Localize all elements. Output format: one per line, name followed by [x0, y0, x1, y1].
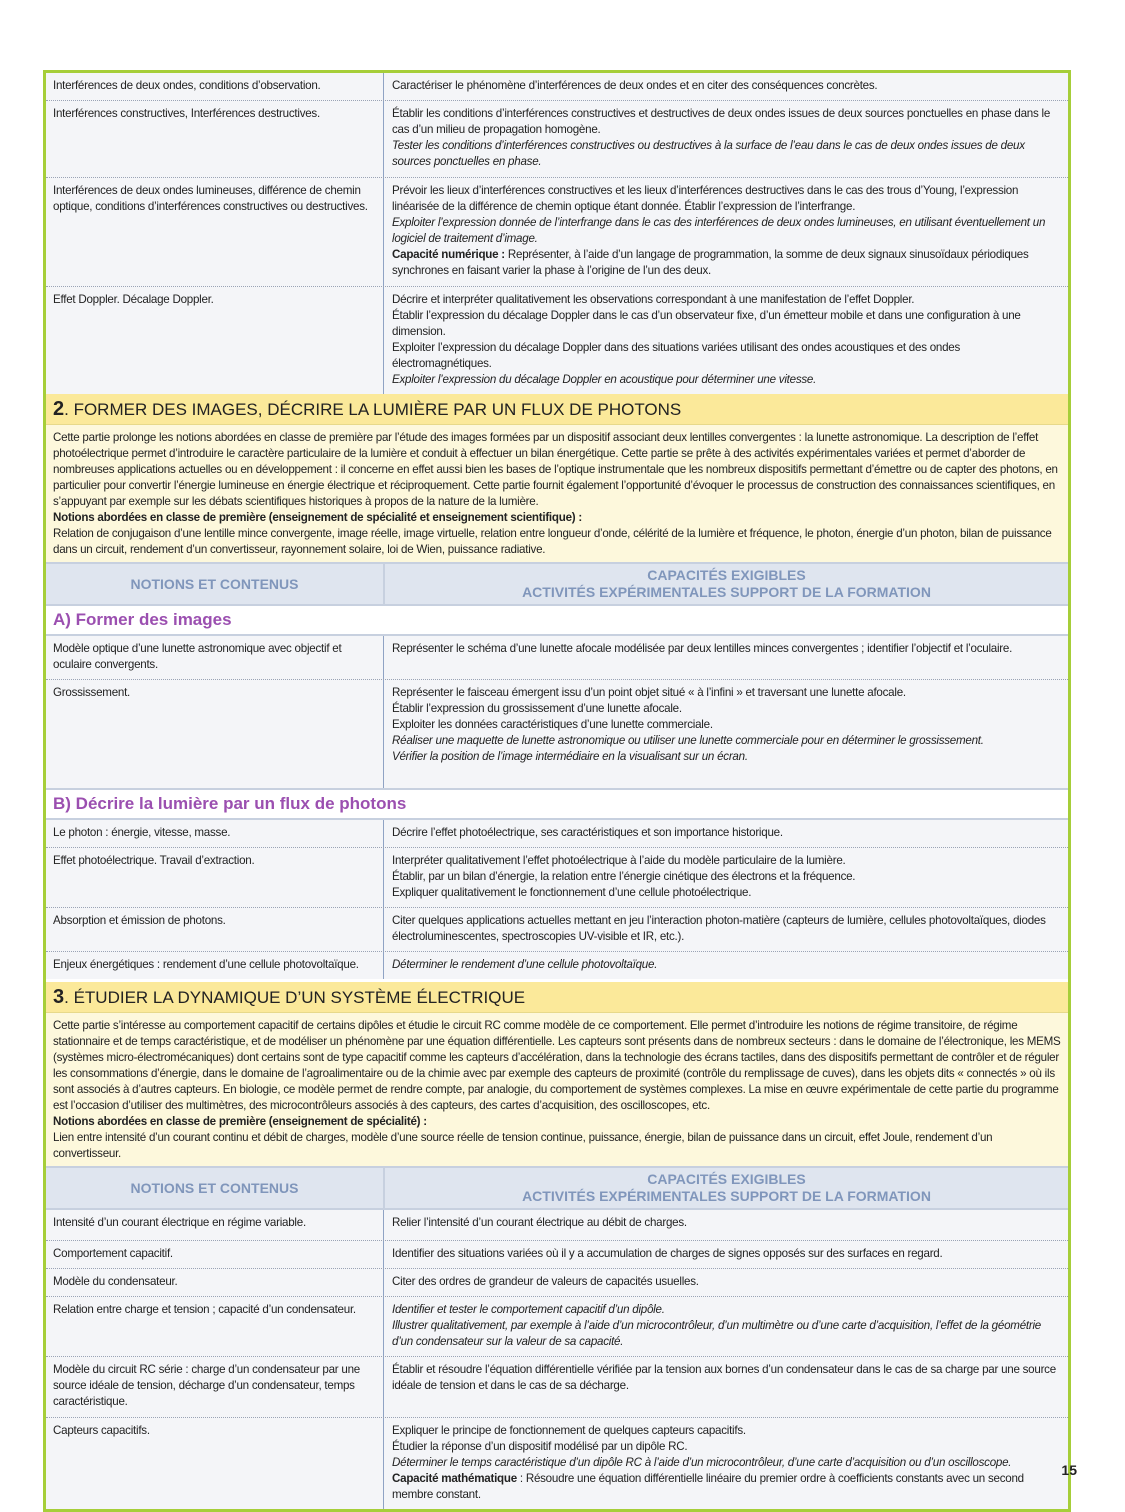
table-row: [46, 1418, 1068, 1509]
table-row: [46, 908, 1068, 952]
capacity-cell: [384, 1210, 1068, 1240]
capacity-text: Représenter le schéma d’une lunette afocale modélisée par deux lentilles minces convergentes ; identifier l’objectif et l’oculaire.: [392, 642, 1013, 655]
section-title-text: . FORMER DES IMAGES, DÉCRIRE LA LUMIÈRE PAR UN FLUX DE PHOTONS: [64, 400, 682, 419]
notion-cell: Absorption et émission de photons.: [46, 908, 384, 951]
column-header: [46, 564, 1068, 606]
page-number: 15: [1061, 1462, 1077, 1478]
section-1-rows: [46, 73, 1068, 394]
capacity-text: Représenter le faisceau émergent issu d’un point objet situé « à l’infini » et traversant une lunette afocale.: [392, 686, 906, 699]
notion-cell: Comportement capacitif.: [46, 1241, 384, 1268]
capacity-line: [392, 138, 1060, 170]
table-row: [46, 952, 1068, 979]
capacity-text: Déterminer le temps caractéristique d’un dipôle RC à l’aide d’un microcontrôleur, d’une carte d’acquisition ou d’un oscilloscope.: [392, 1456, 1012, 1469]
subsection-a-title: A) Former des images: [46, 606, 1068, 636]
table-row: [46, 820, 1068, 848]
capacity-cell: [384, 178, 1068, 286]
capacity-text: Décrire et interpréter qualitativement les observations correspondant à une manifestation de l’effet Doppler.: [392, 293, 915, 306]
capacity-text: Exploiter les données caractéristiques d’une lunette commerciale.: [392, 718, 713, 731]
table-row: [46, 101, 1068, 178]
capacity-text: Décrire l’effet photoélectrique, ses caractéristiques et son importance historique.: [392, 826, 783, 839]
prior-notions-text: Lien entre intensité d’un courant continu et débit de charges, modèle d’une source réelle de tension continue, puissance, énergie, bilan de puissance dans un circuit, effet Joule, rendement d’un convertisseur.: [53, 1131, 993, 1160]
capacity-cell: [384, 1418, 1068, 1509]
capacity-cell: [384, 952, 1068, 979]
column-header: [46, 1168, 1068, 1210]
capacity-text: : Résoudre une équation différentielle linéaire du premier ordre à coefficients constants avec un second membre constant.: [392, 1472, 1024, 1501]
capacity-cell: [384, 1269, 1068, 1296]
notion-cell: Modèle du circuit RC série : charge d’un condensateur par une source idéale de tension, décharge d’un condensateur, temps caractéristique.: [46, 1357, 384, 1417]
capacity-label: Capacité mathématique: [392, 1472, 517, 1485]
prior-notions-title: Notions abordées en classe de première (enseignement de spécialité et enseignement scientifique) :: [53, 511, 582, 524]
table-row: [46, 1297, 1068, 1357]
capacity-line: [392, 869, 1060, 885]
capacity-cell: [384, 908, 1068, 951]
capacity-line: [392, 1246, 1060, 1262]
capacity-line: [392, 957, 1060, 973]
capacity-cell: [384, 820, 1068, 847]
capacity-line: [392, 853, 1060, 869]
capacity-line: [392, 308, 1060, 340]
capacity-text: Illustrer qualitativement, par exemple à l’aide d’un microcontrôleur, d’un multimètre ou d’une carte d’acquisition, l’effet de la géométrie d’un condensateur sur la valeur de sa capacité.: [392, 1319, 1041, 1348]
table-row: [46, 178, 1068, 287]
table-row: [46, 848, 1068, 908]
capacity-text: Déterminer le rendement d’une cellule photovoltaïque.: [392, 958, 658, 971]
capacity-text: Réaliser une maquette de lunette astronomique ou utiliser une lunette commerciale pour en déterminer le grossissement.: [392, 734, 984, 747]
capacity-line: [392, 183, 1060, 215]
notion-cell: Le photon : énergie, vitesse, masse.: [46, 820, 384, 847]
section-2-intro: [46, 425, 1068, 564]
capacity-cell: [384, 101, 1068, 177]
header-capacites-line1: CAPACITÉS EXIGIBLES: [647, 567, 806, 583]
intro-text: Cette partie prolonge les notions abordées en classe de première par l’étude des images formées par un dispositif associant deux lentilles convergentes : la lunette astronomique. La description de l’effet photoélectrique permet d’introduire le caractère particulaire de la lumière et conduit à effectuer un bilan énergétique. Cette partie se prête à des activités expérimentales variées et permet d’aborder de nombreuses applications actuelles ou en développement : il concerne en effet aussi bien les bases de l’optique instrumentale que les nombreux dispositifs permettant d’émettre ou de capter des photons, en particulier pour convertir l’énergie lumineuse en énergie électrique et réciproquement. Cette partie fournit également l’opportunité d’évoquer le processus de construction des connaissances scientifiques, en s’appuyant par exemple sur les débats scientifiques historiques à propos de la nature de la lumière.: [53, 431, 1058, 508]
capacity-text: Exploiter l’expression du décalage Doppler en acoustique pour déterminer une vitesse.: [392, 373, 817, 386]
section-3-rows: [46, 1210, 1068, 1509]
capacity-line: [392, 1215, 1060, 1231]
capacity-line: [392, 1274, 1060, 1290]
capacity-text: Établir l’expression du décalage Doppler dans le cas d’un observateur fixe, d’un émetteur mobile et dans une configuration à une dimension.: [392, 309, 1021, 338]
header-capacites-line2: ACTIVITÉS EXPÉRIMENTALES SUPPORT DE LA FORMATION: [522, 1188, 931, 1204]
capacity-line: [392, 1455, 1060, 1471]
capacity-cell: [384, 1357, 1068, 1417]
section-number: 3: [53, 986, 65, 1008]
capacity-line: [392, 733, 1060, 749]
program-table: [43, 70, 1071, 1512]
capacity-text: Établir les conditions d’interférences constructives et destructives de deux ondes issues de deux sources ponctuelles en phase dans le cas d’un milieu de propagation homogène.: [392, 107, 1051, 136]
prior-notions-title: Notions abordées en classe de première (enseignement de spécialité) :: [53, 1115, 427, 1128]
table-row: [46, 680, 1068, 788]
notion-cell: Interférences de deux ondes lumineuses, différence de chemin optique, conditions d’interférences constructives ou destructives.: [46, 178, 384, 286]
capacity-text: Étudier la réponse d’un dispositif modélisé par un dipôle RC.: [392, 1440, 688, 1453]
notion-cell: Interférences constructives, Interférences destructives.: [46, 101, 384, 177]
notion-cell: Effet Doppler. Décalage Doppler.: [46, 287, 384, 394]
header-capacites-line1: CAPACITÉS EXIGIBLES: [647, 1171, 806, 1187]
intro-text: Cette partie s’intéresse au comportement capacitif de certains dipôles et étudie le circuit RC comme modèle de ce comportement. Elle permet d’introduire les notions de régime transitoire, de régime stationnaire et de temps caractéristique, et de modéliser un phénomène par une équation différentielle. Les capteurs sont présents dans de nombreux secteurs : dans le domaine de l’électronique, les MEMS (systèmes micro-électromécaniques) dont certains sont de type capacitif comme les capteurs d’accélération, dans la technologie des écrans tactiles, dans des dispositifs permettant de contrôler et de réguler les consommations d’énergie, dans le domaine de l’agroalimentaire ou de la chimie avec par exemple des capteurs de proximité (contrôle du remplissage de cuves), dans les objets dits « connectés » où ils sont associés à d’autres capteurs. En biologie, ce modèle permet de rendre compte, par analogie, du comportement de systèmes complexes. La mise en œuvre expérimentale de cette partie du programme est l’occasion d’utiliser des multimètres, des microcontrôleurs associés à des capteurs, des cartes d’acquisition, des oscilloscopes, etc.: [53, 1019, 1061, 1112]
capacity-line: [392, 913, 1060, 945]
table-row: [46, 636, 1068, 680]
capacity-line: [392, 749, 1060, 765]
section-3-intro: [46, 1013, 1068, 1168]
capacity-line: [392, 1439, 1060, 1455]
header-capacites: [385, 564, 1068, 604]
capacity-line: [392, 685, 1060, 701]
capacity-line: [392, 247, 1060, 279]
capacity-text: Exploiter l’expression du décalage Doppler dans des situations variées utilisant des ondes acoustiques et des ondes électromagnétiques.: [392, 341, 961, 370]
capacity-line: [392, 885, 1060, 901]
capacity-text: Identifier et tester le comportement capacitif d’un dipôle.: [392, 1303, 665, 1316]
capacity-line: [392, 825, 1060, 841]
capacity-cell: [384, 680, 1068, 788]
capacity-line: [392, 1423, 1060, 1439]
table-row: [46, 1269, 1068, 1297]
header-notions: NOTIONS ET CONTENUS: [46, 1168, 385, 1208]
capacity-text: Prévoir les lieux d’interférences constructives et les lieux d’interférences destructives dans le cas des trous d’Young, l’expression linéarisée de la différence de chemin optique étant donnée. Établir l’expression de l’interfrange.: [392, 184, 1019, 213]
header-notions: NOTIONS ET CONTENUS: [46, 564, 385, 604]
capacity-text: Relier l’intensité d’un courant électrique au débit de charges.: [392, 1216, 687, 1229]
capacity-text: Expliquer qualitativement le fonctionnement d’une cellule photoélectrique.: [392, 886, 752, 899]
capacity-line: [392, 292, 1060, 308]
table-row: [46, 1357, 1068, 1418]
table-row: [46, 73, 1068, 101]
notion-cell: Enjeux énergétiques : rendement d’une cellule photovoltaïque.: [46, 952, 384, 979]
capacity-line: [392, 78, 1060, 94]
notion-cell: Intensité d’un courant électrique en régime variable.: [46, 1210, 384, 1240]
table-row: [46, 287, 1068, 394]
capacity-text: Caractériser le phénomène d’interférences de deux ondes et en citer des conséquences concrètes.: [392, 79, 878, 92]
section-2-title: [46, 394, 1068, 425]
capacity-text: Citer des ordres de grandeur de valeurs de capacités usuelles.: [392, 1275, 699, 1288]
capacity-line: [392, 641, 1060, 657]
capacity-cell: [384, 1297, 1068, 1356]
capacity-line: [392, 1318, 1060, 1350]
subsection-b-title: B) Décrire la lumière par un flux de photons: [46, 788, 1068, 820]
header-capacites: [385, 1168, 1068, 1208]
table-row: [46, 1210, 1068, 1241]
notion-cell: Grossissement.: [46, 680, 384, 788]
capacity-text: Établir, par un bilan d’énergie, la relation entre l’énergie cinétique des électrons et la fréquence.: [392, 870, 856, 883]
subsection-b-rows: [46, 820, 1068, 979]
section-number: 2: [53, 398, 65, 420]
section-3-title: [46, 979, 1068, 1013]
prior-notions-text: Relation de conjugaison d’une lentille mince convergente, image réelle, image virtuelle, relation entre longueur d’onde, célérité de la lumière et fréquence, le photon, énergie d’un photon, bilan de puissance dans un circuit, rendement d’un convertisseur, rayonnement solaire, loi de Wien, puissance radiative.: [53, 527, 1052, 556]
capacity-line: [392, 106, 1060, 138]
capacity-text: Vérifier la position de l’image intermédiaire en la visualisant sur un écran.: [392, 750, 748, 763]
notion-cell: Relation entre charge et tension ; capacité d’un condensateur.: [46, 1297, 384, 1356]
section-title-text: . ÉTUDIER LA DYNAMIQUE D’UN SYSTÈME ÉLECTRIQUE: [64, 988, 526, 1007]
capacity-cell: [384, 1241, 1068, 1268]
notion-cell: Effet photoélectrique. Travail d’extraction.: [46, 848, 384, 907]
capacity-label: Capacité numérique :: [392, 248, 505, 261]
capacity-line: [392, 340, 1060, 372]
capacity-line: [392, 717, 1060, 733]
capacity-line: [392, 1362, 1060, 1394]
capacity-text: Tester les conditions d’interférences constructives ou destructives à la surface de l’eau dans le cas de deux ondes issues de deux sources ponctuelles en phase.: [392, 139, 1025, 168]
notion-cell: Interférences de deux ondes, conditions d’observation.: [46, 73, 384, 100]
capacity-line: [392, 215, 1060, 247]
capacity-cell: [384, 848, 1068, 907]
header-capacites-line2: ACTIVITÉS EXPÉRIMENTALES SUPPORT DE LA FORMATION: [522, 584, 931, 600]
capacity-text: Représenter, à l’aide d’un langage de programmation, la somme de deux signaux sinusoïdaux périodiques synchrones en faisant varier la phase à l’origine de l’un des deux.: [392, 248, 1029, 277]
notion-cell: Modèle du condensateur.: [46, 1269, 384, 1296]
capacity-cell: [384, 73, 1068, 100]
capacity-line: [392, 701, 1060, 717]
capacity-line: [392, 1471, 1060, 1503]
capacity-text: Expliquer le principe de fonctionnement de quelques capteurs capacitifs.: [392, 1424, 746, 1437]
capacity-cell: [384, 636, 1068, 679]
capacity-line: [392, 372, 1060, 388]
capacity-text: Interpréter qualitativement l’effet photoélectrique à l’aide du modèle particulaire de la lumière.: [392, 854, 846, 867]
notion-cell: Capteurs capacitifs.: [46, 1418, 384, 1509]
capacity-text: Établir l’expression du grossissement d’une lunette afocale.: [392, 702, 682, 715]
table-row: [46, 1241, 1068, 1269]
capacity-text: Exploiter l’expression donnée de l’interfrange dans le cas des interférences de deux ondes lumineuses, en utilisant éventuellement un logiciel de traitement d’image.: [392, 216, 1046, 245]
notion-cell: Modèle optique d’une lunette astronomique avec objectif et oculaire convergents.: [46, 636, 384, 679]
capacity-text: Citer quelques applications actuelles mettant en jeu l’interaction photon-matière (capteurs de lumière, cellules photovoltaïques, diodes électroluminescentes, spectroscopies UV-visible et IR, etc.).: [392, 914, 1046, 943]
capacity-cell: [384, 287, 1068, 394]
subsection-a-rows: [46, 636, 1068, 788]
capacity-text: Établir et résoudre l’équation différentielle vérifiée par la tension aux bornes d’un condensateur dans le cas de sa charge par une source idéale de tension et dans le cas de sa décharge.: [392, 1363, 1056, 1392]
capacity-text: Identifier des situations variées où il y a accumulation de charges de signes opposés sur des surfaces en regard.: [392, 1247, 943, 1260]
capacity-line: [392, 1302, 1060, 1318]
